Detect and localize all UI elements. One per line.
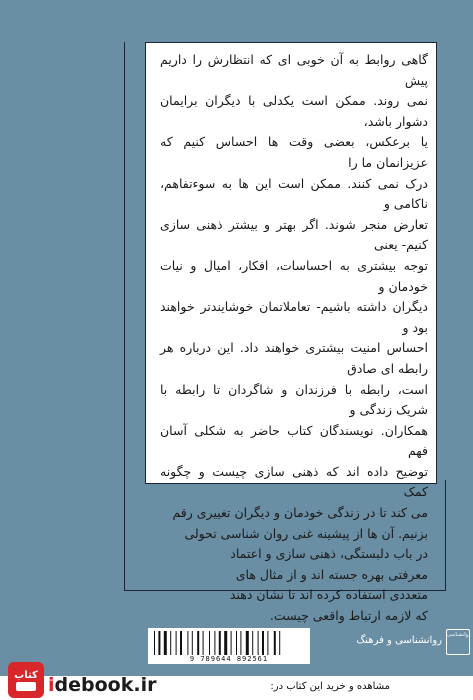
blurb-line: احساس امنیت بیشتری خواهند داد. این درباره هر رابطه ای صادق <box>160 340 428 376</box>
barcode-bar <box>158 631 160 655</box>
barcode-bar <box>240 631 241 655</box>
barcode-bar <box>187 631 188 655</box>
blurb-line: نمی روند. ممکن است یکدلی با دیگران برایمان دشوار باشد، <box>160 93 428 129</box>
watermark-site-link[interactable] <box>48 674 156 696</box>
blurb-line: گاهی روابط به آن خوبی ای که انتظارش را داریم پیش <box>160 52 428 88</box>
barcode-bar <box>170 631 171 655</box>
blurb-line: یا برعکس، بعضی وقت ها احساس کنیم که عزیزانمان ما را <box>160 134 428 170</box>
publisher-logo-caption: روانشناسی <box>447 632 471 638</box>
idebook-logo-text: کتاب <box>14 670 38 681</box>
barcode-bar <box>274 631 276 655</box>
barcode-bar <box>176 631 177 655</box>
barcode-bar <box>214 631 215 655</box>
blurb-line: بزنیم. آن ها از پیشینه غنی روان شناسی تحولی <box>184 525 428 541</box>
blurb-line: است، رابطه با فرزندان و شاگردان تا رابطه با شریک زندگی و <box>160 381 428 418</box>
barcode-bar <box>197 631 199 655</box>
barcode-bar <box>154 631 155 655</box>
site-prefix: i <box>48 674 55 696</box>
frame-line-left <box>124 42 125 590</box>
isbn-number: 9 789644 892561 <box>189 655 269 663</box>
publisher-name: روانشناسی و فرهنگ <box>356 635 442 646</box>
barcode-bar <box>258 631 259 655</box>
barcode-bar <box>180 631 182 655</box>
blurb-line: توجه بیشتری به احساسات، افکار، امیال و نیات خودمان و <box>160 257 428 294</box>
blurb-line: تعارض منجر شوند. اگر بهتر و بیشتر ذهنی سازی کنیم- یعنی <box>160 216 428 253</box>
blurb-line: در باب دلبستگی، ذهنی سازی و اعتماد <box>230 546 428 562</box>
barcode-bar <box>267 631 268 655</box>
open-book-icon <box>16 682 36 691</box>
isbn-barcode <box>148 628 310 664</box>
barcode-bar <box>209 631 210 655</box>
blurb-line: متعددی استفاده کرده اند تا نشان دهند <box>229 587 428 603</box>
watermark-tagline: مشاهده و خرید این کتاب در: <box>270 681 390 692</box>
publisher-logo-icon <box>446 629 470 655</box>
blurb-line: توضیح داده اند که ذهنی سازی چیست و چگونه کمک <box>160 463 428 500</box>
barcode-bar <box>262 631 264 655</box>
barcode-bar <box>231 631 232 655</box>
idebook-logo-icon[interactable] <box>8 662 44 698</box>
barcode-bars <box>154 631 304 655</box>
blurb-line: همکاران. نویسندگان کتاب حاضر به شکلی آسان فهم <box>160 422 428 459</box>
barcode-bar <box>203 631 204 655</box>
frame-line-right <box>445 480 446 591</box>
blurb-line: که لازمه ارتباط واقعی چیست. <box>269 608 428 624</box>
barcode-bar <box>279 631 280 655</box>
barcode-bar <box>224 631 227 655</box>
blurb-line: درک نمی کنند. ممکن است این ها به سوءتفاهم، ناکامی و <box>160 175 428 212</box>
barcode-bar <box>192 631 193 655</box>
barcode-bar <box>246 631 249 655</box>
blurb-line: معرفتی بهره جسته اند و از مثال های <box>235 566 428 582</box>
site-name: debook.ir <box>54 674 157 696</box>
barcode-bar <box>164 631 167 655</box>
barcode-bar <box>219 631 221 655</box>
blurb-line: می کند تا در زندگی خودمان و دیگران تغییری رقم <box>172 505 428 521</box>
barcode-bar <box>252 631 253 655</box>
barcode-bar <box>236 631 237 655</box>
blurb-text <box>160 50 428 627</box>
blurb-line: دیگران داشته باشیم- تعاملاتمان خوشایندتر خواهند بود و <box>160 299 428 335</box>
